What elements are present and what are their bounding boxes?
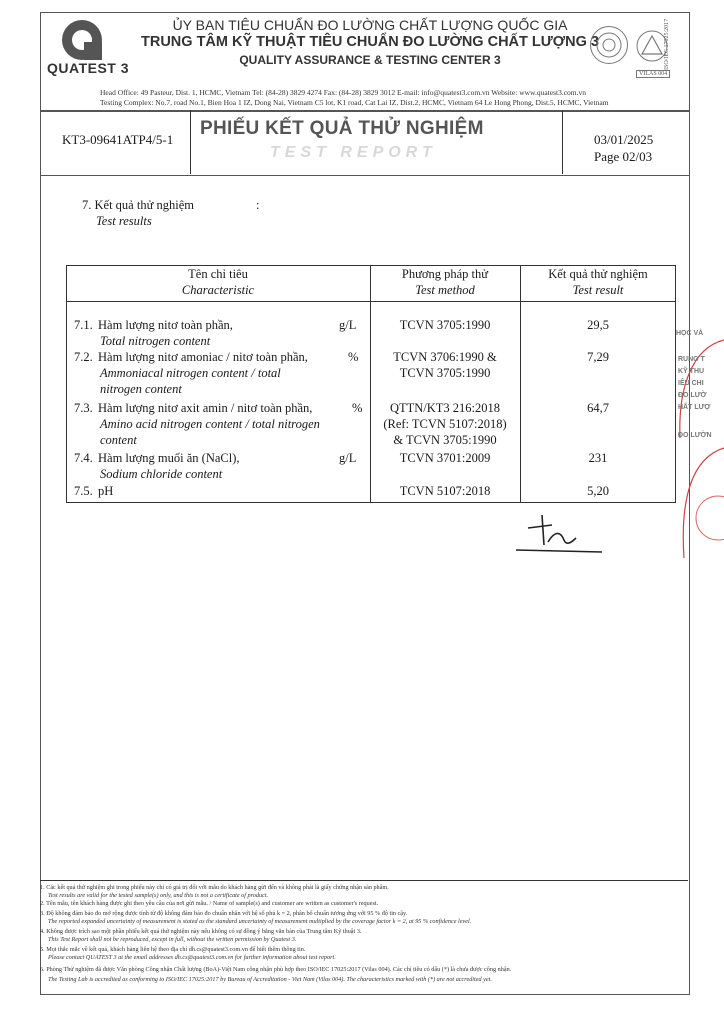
row-4-method: TCVN 3701:2009 xyxy=(399,451,491,465)
title-divider-right xyxy=(562,110,563,174)
row-2-characteristic-vn: Hàm lượng nitơ amoniac / nitơ toàn phần, xyxy=(98,350,308,364)
row-3-result: 64,7 xyxy=(587,401,609,415)
org-line-2: TRUNG TÂM KỸ THUẬT TIÊU CHUẨN ĐO LƯỜNG CHẤT LƯỢNG 3 xyxy=(141,34,599,50)
row-4-unit: g/L xyxy=(339,451,357,465)
row-2-characteristic-en-line-2: nitrogen content xyxy=(100,382,182,396)
table-col-divider-2 xyxy=(520,265,521,503)
row-1-characteristic-vn: Hàm lượng nitơ toàn phần, xyxy=(98,318,233,332)
row-2-unit: % xyxy=(348,350,359,364)
title-divider-left xyxy=(190,110,191,174)
row-3-number: 7.3. xyxy=(74,401,93,415)
row-1-unit: g/L xyxy=(339,318,357,332)
stamp-fragment-6: HẤT LƯỢ xyxy=(678,404,711,411)
ilac-mra-icon xyxy=(591,27,627,63)
header-method-en: Test method xyxy=(415,283,475,297)
header-characteristic-vn: Tên chỉ tiêu xyxy=(188,267,248,281)
footnote-6: 6. Phòng Thử nghiệm đã được Văn phòng Công nhận Chất lượng (BoA)-Việt Nam công nhận phù hợp theo ISO/IEC 17025:2017 (Vilas 004). Các chỉ tiêu có dấu (*) là chưa được công nhận. xyxy=(40,966,512,973)
report-date: 03/01/2025 xyxy=(594,132,654,147)
row-3-characteristic-en-line-1: Amino acid nitrogen content / total nitrogen xyxy=(100,417,320,431)
row-3-method-line-3: & TCVN 3705:1990 xyxy=(393,433,497,447)
row-1-method: TCVN 3705:1990 xyxy=(399,318,491,332)
row-4-number: 7.4. xyxy=(74,451,93,465)
header-method-vn: Phương pháp thử xyxy=(401,267,489,281)
iso-label: ISO/IEC 17025:2017 xyxy=(664,18,670,70)
footnote-2: 2. Tên mẫu, tên khách hàng được ghi theo yêu cầu của nơi gửi mẫu. / Name of sample(s) and customer are written as customer's request. xyxy=(40,900,379,907)
side-stamp xyxy=(672,328,724,588)
row-2-method-line-1: TCVN 3706:1990 & xyxy=(393,350,497,364)
row-2-number: 7.2. xyxy=(74,350,93,364)
row-4-characteristic-en: Sodium chloride content xyxy=(100,467,223,481)
stamp-fragment-4: IÊU CHI xyxy=(678,380,704,387)
stamp-fragment-3: KỸ THU xyxy=(678,368,705,375)
stamp-ring xyxy=(672,328,724,588)
row-3-method-line-2: (Ref: TCVN 5107:2018) xyxy=(383,417,507,431)
table-header-border xyxy=(66,301,676,302)
stamp-fragment-1: HỌC VÀ xyxy=(676,330,704,337)
row-4-characteristic-vn: Hàm lượng muối ăn (NaCl), xyxy=(98,451,240,465)
footnote-divider xyxy=(40,880,688,881)
report-code: KT3-09641ATP4/5-1 xyxy=(62,132,174,147)
report-title-en: TEST REPORT xyxy=(270,144,437,161)
footnote-3-en: The reported expanded uncertainty of measurement is stated as the standard uncertainty of measurement multiplied by the coverage factor k = 2, at 95 % confidence level. xyxy=(48,918,472,925)
report-page: Page 02/03 xyxy=(594,149,653,164)
table-col-divider-1 xyxy=(370,265,371,503)
row-5-characteristic-vn: pH xyxy=(98,484,114,498)
logo-text: QUATEST 3 xyxy=(47,60,130,76)
address-line-2: Testing Complex: No.7, road No.1, Bien Hoa 1 IZ, Dong Nai, Vietnam C5 lot, K1 road, Cat Lai IZ, Dist.2, HCMC, Vietnam 64 Le Hong Phong, Dist.5, HCMC, Vietnam xyxy=(100,98,609,107)
signature-initial xyxy=(510,510,610,555)
section-heading-vn: 7. Kết quả thử nghiệm xyxy=(82,198,194,212)
table-left-border xyxy=(66,265,67,503)
footnote-4: 4. Không được trích sao một phần phiếu kết quả thử nghiệm này nếu không có sự đồng ý bằng văn bản của Trung tâm Kỹ thuật 3. xyxy=(40,928,362,935)
footnote-3: 3. Độ không đảm bảo đo mở rộng được tính từ độ không đảm bảo đo chuẩn nhân với hệ số phủ k = 2, phân bố chuẩn tương ứng với 95 % độ tin cậy. xyxy=(40,910,408,917)
header-characteristic-en: Characteristic xyxy=(181,283,255,297)
row-2-result: 7,29 xyxy=(587,350,609,364)
row-5-number: 7.5. xyxy=(74,484,93,498)
address-line-1: Head Office: 49 Pasteur, Dist. 1, HCMC, Vietnam Tel: (84-28) 3829 4274 Fax: (84-28) 3829 3012 E-mail: info@quatest3.com.vn Website: www.quatest3.com.vn xyxy=(100,88,586,97)
row-1-result: 29,5 xyxy=(587,318,609,332)
row-1-characteristic-en: Total nitrogen content xyxy=(100,334,211,348)
section-colon: : xyxy=(256,198,260,212)
table-top-border xyxy=(66,265,676,266)
row-5-method: TCVN 5107:2018 xyxy=(399,484,491,498)
vilas-label: VILAS 004 xyxy=(636,70,670,78)
table-bottom-border xyxy=(66,502,676,503)
org-line-1: ỦY BAN TIÊU CHUẨN ĐO LƯỜNG CHẤT LƯỢNG QUỐC GIA xyxy=(172,17,568,33)
report-title-vn: PHIẾU KẾT QUẢ THỬ NGHIỆM xyxy=(200,118,484,139)
header-result-en: Test result xyxy=(572,283,624,297)
row-5-result: 5,20 xyxy=(587,484,609,498)
section-heading-en: Test results xyxy=(96,214,152,228)
ilac-mra-badge xyxy=(590,26,628,64)
row-4-result: 231 xyxy=(588,451,608,465)
row-1-number: 7.1. xyxy=(74,318,93,332)
row-3-unit: % xyxy=(352,401,363,415)
row-2-characteristic-en-line-1: Ammoniacal nitrogen content / total xyxy=(100,366,281,380)
stamp-fragment-5: ĐO LƯỜ xyxy=(678,392,707,399)
footnote-5-en: Please contact QUATEST 3 at the email addresses dh.cs@quatest3.com.vn for further information about test report. xyxy=(48,954,336,961)
footnote-4-en: This Test Report shall not be reproduced, except in full, without the written permission by Quatest 3. xyxy=(48,936,297,943)
row-3-method-line-1: QTTN/KT3 216:2018 xyxy=(389,401,501,415)
footnote-1-en: Test results are valid for the tested sample(s) only, and this is not a certificate of product. xyxy=(48,892,269,899)
quatest-logo-icon xyxy=(62,20,102,60)
results-table xyxy=(66,265,676,503)
footnote-6-en: The Testing Lab is accredited as conforming to ISO/IEC 17025:2017 by Bureau of Accreditation - Viet Nam (Vilas 004). The characteristics marked with (*) are not accredited yet. xyxy=(48,976,492,983)
footnote-5: 5. Mọi thắc mắc về kết quả, khách hàng liên hệ theo địa chỉ dh.cs@quatest3.com.vn để biết thêm thông tin. xyxy=(40,946,306,953)
row-3-characteristic-en-line-2: content xyxy=(100,433,137,447)
header-result-vn: Kết quả thử nghiệm xyxy=(548,267,648,281)
footnote-1: 1. Các kết quả thử nghiệm ghi trong phiếu này chỉ có giá trị đối với mẫu do khách hàng gửi đến và không phải là giấy chứng nhận sản phẩm. xyxy=(40,884,389,891)
org-line-3: QUALITY ASSURANCE & TESTING CENTER 3 xyxy=(239,53,501,67)
row-3-characteristic-vn: Hàm lượng nitơ axit amin / nitơ toàn phần, xyxy=(98,401,313,415)
row-2-method-line-2: TCVN 3705:1990 xyxy=(399,366,491,380)
stamp-fragment-2: RUNG T xyxy=(678,356,705,363)
stamp-fragment-7: ĐO LƯỜN xyxy=(678,432,712,439)
